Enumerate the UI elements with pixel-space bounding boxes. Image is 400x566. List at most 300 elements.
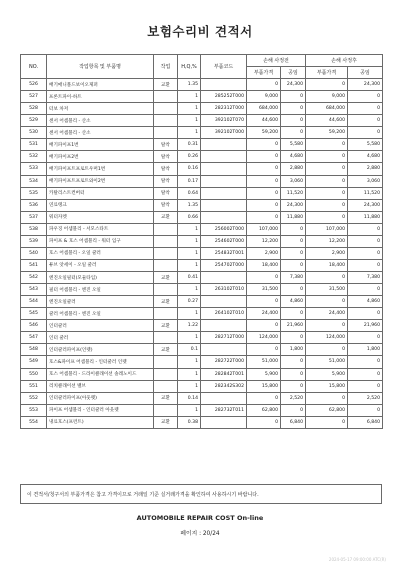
cell-hqty: 0.17	[178, 175, 201, 187]
cell-item: 쿨러 어셈블리 - 엔진 오일	[47, 308, 154, 320]
cell-before-labor: 0	[281, 368, 306, 380]
cell-no: 538	[21, 223, 47, 235]
cell-work: 교환	[154, 392, 178, 404]
cell-work: 탈착	[154, 163, 178, 175]
cell-no: 549	[21, 356, 47, 368]
cell-item: 파이프 어셈블리 - 인터쿨러 아웃렛	[47, 404, 154, 416]
cell-after-labor: 0	[348, 368, 383, 380]
cell-after-labor: 0	[348, 235, 383, 247]
cell-before-labor: 6,840	[281, 416, 306, 428]
page-number: 페이지 : 20/24	[180, 531, 220, 537]
cell-after-parts: 12,200	[306, 235, 348, 247]
cell-before-labor: 0	[281, 380, 306, 392]
cell-before-parts: 0	[247, 175, 281, 187]
cell-after-labor: 0	[348, 404, 383, 416]
cell-work	[154, 332, 178, 344]
cell-before-labor: 0	[281, 103, 306, 115]
table-row	[21, 199, 383, 211]
table-row	[21, 79, 383, 91]
cell-after-labor: 0	[348, 127, 383, 139]
cell-before-labor: 0	[281, 308, 306, 320]
cell-before-labor: 11,520	[281, 187, 306, 199]
cell-hqty: 1	[178, 308, 201, 320]
cell-item: 연료탱크	[47, 199, 154, 211]
cell-hqty: 1	[178, 332, 201, 344]
cell-hqty: 0.26	[178, 151, 201, 163]
cell-before-parts: 59,200	[247, 127, 281, 139]
cell-work	[154, 223, 178, 235]
cell-no: 539	[21, 235, 47, 247]
cell-after-labor: 0	[348, 259, 383, 271]
table-row	[21, 247, 383, 259]
cell-before-parts: 0	[247, 163, 281, 175]
cell-hqty: 1	[178, 247, 201, 259]
table-row	[21, 163, 383, 175]
cell-work	[154, 259, 178, 271]
cell-no: 526	[21, 79, 47, 91]
cell-before-labor: 0	[281, 247, 306, 259]
cell-work: 교환	[154, 344, 178, 356]
cell-no: 552	[21, 392, 47, 404]
cell-before-labor: 4,860	[281, 296, 306, 308]
cell-code: 392102T000	[201, 127, 247, 139]
cell-no: 554	[21, 416, 47, 428]
cell-code: 264102T010	[201, 308, 247, 320]
cell-code: 282342S302	[201, 380, 247, 392]
table-row	[21, 211, 383, 223]
cell-code	[201, 151, 247, 163]
cell-item: 배기파이프트프로트우머1번	[47, 163, 154, 175]
cell-after-labor: 0	[348, 332, 383, 344]
cell-item: 인터쿨러파이프(인렛)	[47, 344, 154, 356]
cell-hqty: 1	[178, 223, 201, 235]
table-row	[21, 259, 383, 271]
cell-no: 551	[21, 380, 47, 392]
cell-item: 파우징 어셈블리 - 서모스타트	[47, 223, 154, 235]
cell-work	[154, 91, 178, 103]
cell-before-labor: 0	[281, 259, 306, 271]
cell-before-parts: 0	[247, 79, 281, 91]
cell-after-parts: 684,000	[306, 103, 348, 115]
cell-work: 교환	[154, 272, 178, 284]
cell-item: 배기파이프트프로트와이2번	[47, 175, 154, 187]
cell-no: 534	[21, 175, 47, 187]
cell-work	[154, 284, 178, 296]
cell-work	[154, 308, 178, 320]
header-hqty: H,Q,%	[178, 55, 201, 79]
table-row	[21, 320, 383, 332]
cell-after-labor: 4,680	[348, 151, 383, 163]
cell-after-parts: 0	[306, 199, 348, 211]
cell-code: 282712T000	[201, 332, 247, 344]
cell-hqty: 1	[178, 103, 201, 115]
cell-code	[201, 416, 247, 428]
cell-work: 교환	[154, 211, 178, 223]
cell-code: 285252T000	[201, 91, 247, 103]
cell-item: 카탈리스트컨버터	[47, 187, 154, 199]
table-row	[21, 175, 383, 187]
cell-after-labor: 4,860	[348, 296, 383, 308]
cell-code: 282722T000	[201, 356, 247, 368]
cell-item: 엔진오일필터(모듈타입)	[47, 272, 154, 284]
footer-title: AUTOMOBILE REPAIR COST On-line	[136, 514, 264, 522]
cell-no: 530	[21, 127, 47, 139]
cell-after-parts: 0	[306, 187, 348, 199]
cell-item: 인터 쿨러	[47, 332, 154, 344]
cell-before-parts: 2,900	[247, 247, 281, 259]
table-row	[21, 356, 383, 368]
header-before-parts-price: 부품가격	[247, 67, 281, 79]
cell-before-parts: 44,600	[247, 115, 281, 127]
table-row	[21, 139, 383, 151]
cell-code: 282732T011	[201, 404, 247, 416]
cell-before-parts: 124,000	[247, 332, 281, 344]
table-row	[21, 187, 383, 199]
cell-before-parts: 0	[247, 187, 281, 199]
cell-after-labor: 24,300	[348, 79, 383, 91]
cell-work: 탈착	[154, 151, 178, 163]
cell-work	[154, 368, 178, 380]
cell-code	[201, 211, 247, 223]
cell-after-labor: 2,880	[348, 163, 383, 175]
cell-hqty: 1.35	[178, 79, 201, 91]
cell-after-labor: 0	[348, 91, 383, 103]
cell-before-parts: 12,200	[247, 235, 281, 247]
cell-before-parts: 0	[247, 344, 281, 356]
cell-after-labor: 1,800	[348, 344, 383, 356]
cell-item: 리치클래이션 밸브	[47, 380, 154, 392]
cell-before-labor: 0	[281, 356, 306, 368]
cell-after-parts: 0	[306, 175, 348, 187]
cell-no: 541	[21, 259, 47, 271]
cell-hqty: 1	[178, 91, 201, 103]
cell-code	[201, 320, 247, 332]
cell-code: 392102T070	[201, 115, 247, 127]
table-row	[21, 368, 383, 380]
cell-before-parts: 0	[247, 211, 281, 223]
table-row	[21, 296, 383, 308]
cell-after-labor: 11,520	[348, 187, 383, 199]
table-row	[21, 127, 383, 139]
cell-hqty: 0.27	[178, 296, 201, 308]
cell-after-parts: 0	[306, 392, 348, 404]
cell-item: 센서 어셈블리 - 산소	[47, 127, 154, 139]
cell-no: 550	[21, 368, 47, 380]
cell-code	[201, 344, 247, 356]
cell-before-parts: 107,000	[247, 223, 281, 235]
cell-hqty: 1	[178, 259, 201, 271]
cell-after-labor: 0	[348, 115, 383, 127]
cell-hqty: 0.64	[178, 187, 201, 199]
cell-no: 548	[21, 344, 47, 356]
cell-after-labor: 7,380	[348, 272, 383, 284]
cell-before-parts: 0	[247, 296, 281, 308]
cell-after-parts: 124,000	[306, 332, 348, 344]
cell-no: 527	[21, 91, 47, 103]
cell-work	[154, 404, 178, 416]
table-row	[21, 223, 383, 235]
cell-code	[201, 139, 247, 151]
cell-no: 536	[21, 199, 47, 211]
cell-before-parts: 5,900	[247, 368, 281, 380]
cell-hqty: 0.14	[178, 392, 201, 404]
cell-after-labor: 0	[348, 380, 383, 392]
cell-no: 547	[21, 332, 47, 344]
cell-item: 냉료호스(프런트)	[47, 416, 154, 428]
cell-work	[154, 127, 178, 139]
cell-code	[201, 296, 247, 308]
table-row	[21, 272, 383, 284]
cell-no: 533	[21, 163, 47, 175]
table-row	[21, 308, 383, 320]
cell-item: 배기매니폴드보이오제퍼	[47, 79, 154, 91]
cell-code	[201, 392, 247, 404]
cell-no: 535	[21, 187, 47, 199]
page-title: 보험수리비 견적서	[147, 24, 253, 39]
header-after-parts-price: 부품가격	[306, 67, 348, 79]
cell-before-labor: 5,580	[281, 139, 306, 151]
cell-after-parts: 107,000	[306, 223, 348, 235]
cell-before-labor: 0	[281, 332, 306, 344]
estimate-table	[20, 54, 383, 429]
cell-code: 254602T000	[201, 235, 247, 247]
cell-work	[154, 115, 178, 127]
cell-before-labor: 11,880	[281, 211, 306, 223]
cell-item: 호스 어셈블리 - 드라이클래이션 솔레노이드	[47, 368, 154, 380]
cell-after-parts: 62,800	[306, 404, 348, 416]
header-item: 작업항목 및 부품명	[47, 55, 154, 79]
cell-after-labor: 0	[348, 247, 383, 259]
cell-before-parts: 9,000	[247, 91, 281, 103]
cell-before-labor: 1,800	[281, 344, 306, 356]
header-before-labor: 공임	[281, 67, 306, 79]
cell-hqty: 0.38	[178, 416, 201, 428]
cell-after-parts: 0	[306, 151, 348, 163]
cell-before-parts: 0	[247, 139, 281, 151]
cell-no: 532	[21, 151, 47, 163]
cell-after-parts: 0	[306, 272, 348, 284]
cell-after-parts: 59,200	[306, 127, 348, 139]
cell-code	[201, 272, 247, 284]
cell-hqty: 1	[178, 235, 201, 247]
cell-item: 인터쿨러	[47, 320, 154, 332]
table-row	[21, 91, 383, 103]
cell-work: 교환	[154, 320, 178, 332]
cell-item: 배기파이프2번	[47, 151, 154, 163]
table-row	[21, 151, 383, 163]
header-after-group: 손해 사정후	[306, 55, 383, 67]
header-after-labor: 공임	[348, 67, 383, 79]
table-row	[21, 392, 383, 404]
cell-code	[201, 163, 247, 175]
table-row	[21, 235, 383, 247]
cell-after-labor: 3,060	[348, 175, 383, 187]
cell-code: 263102T010	[201, 284, 247, 296]
cell-after-parts: 0	[306, 139, 348, 151]
header-no: NO.	[21, 55, 47, 79]
cell-before-labor: 7,380	[281, 272, 306, 284]
cell-after-parts: 44,600	[306, 115, 348, 127]
cell-before-parts: 684,000	[247, 103, 281, 115]
cell-after-parts: 18,400	[306, 259, 348, 271]
cell-item: 센서 어셈블리 - 산소	[47, 115, 154, 127]
cell-before-labor: 0	[281, 404, 306, 416]
cell-code: 256002T000	[201, 223, 247, 235]
table-row	[21, 416, 383, 428]
cell-after-parts: 2,900	[306, 247, 348, 259]
cell-hqty: 1	[178, 356, 201, 368]
cell-item: 프론트파이-하트	[47, 91, 154, 103]
cell-after-parts: 15,800	[306, 380, 348, 392]
cell-after-labor: 21,960	[348, 320, 383, 332]
cell-no: 546	[21, 320, 47, 332]
cell-before-labor: 24,300	[281, 79, 306, 91]
cell-work: 교환	[154, 79, 178, 91]
cell-work	[154, 247, 178, 259]
cell-work: 탈착	[154, 139, 178, 151]
cell-code	[201, 175, 247, 187]
cell-hqty: 0.41	[178, 272, 201, 284]
cell-before-parts: 18,400	[247, 259, 281, 271]
header-code: 부품코드	[201, 55, 247, 79]
cell-code: 282312T000	[201, 103, 247, 115]
cell-before-parts: 0	[247, 199, 281, 211]
cell-before-parts: 62,800	[247, 404, 281, 416]
cell-no: 545	[21, 308, 47, 320]
cell-before-parts: 51,000	[247, 356, 281, 368]
cell-item: 배기파이프1번	[47, 139, 154, 151]
cell-hqty: 1	[178, 284, 201, 296]
cell-no: 540	[21, 247, 47, 259]
cell-work	[154, 380, 178, 392]
cell-after-parts: 0	[306, 320, 348, 332]
cell-before-parts: 0	[247, 272, 281, 284]
cell-item: 필터 어셈블리 - 엔진 오일	[47, 284, 154, 296]
cell-work	[154, 103, 178, 115]
cell-after-parts: 31,500	[306, 284, 348, 296]
cell-work	[154, 235, 178, 247]
cell-code: 254832T001	[201, 247, 247, 259]
cell-after-parts: 0	[306, 344, 348, 356]
cell-before-parts: 24,400	[247, 308, 281, 320]
table-row	[21, 115, 383, 127]
header-before-group: 손해 사정전	[247, 55, 306, 67]
cell-no: 553	[21, 404, 47, 416]
cell-after-parts: 9,000	[306, 91, 348, 103]
cell-after-parts: 5,900	[306, 368, 348, 380]
cell-after-parts: 24,400	[306, 308, 348, 320]
cell-work: 교환	[154, 416, 178, 428]
cell-before-labor: 4,680	[281, 151, 306, 163]
cell-work: 탈착	[154, 175, 178, 187]
cell-item: 호스&파이프 어셈블리 - 인터쿨러 인렛	[47, 356, 154, 368]
cell-no: 528	[21, 103, 47, 115]
cell-hqty: 1	[178, 404, 201, 416]
print-stamp: 2024-05-17 09:00:00 ATC(R)	[328, 557, 386, 562]
cell-before-parts: 0	[247, 392, 281, 404]
cell-hqty: 1	[178, 127, 201, 139]
cell-before-labor: 0	[281, 223, 306, 235]
table-header	[21, 55, 383, 79]
cell-code	[201, 187, 247, 199]
cell-after-labor: 0	[348, 308, 383, 320]
table-row	[21, 380, 383, 392]
cell-code	[201, 79, 247, 91]
cell-after-labor: 24,300	[348, 199, 383, 211]
cell-item: 터보 차저	[47, 103, 154, 115]
cell-hqty: 0.31	[178, 139, 201, 151]
cell-before-labor: 0	[281, 91, 306, 103]
cell-item: 튜브 앗세이 - 오일 쿨러	[47, 259, 154, 271]
cell-hqty: 1	[178, 380, 201, 392]
cell-before-labor: 0	[281, 235, 306, 247]
cell-before-labor: 2,880	[281, 163, 306, 175]
cell-after-parts: 0	[306, 163, 348, 175]
table-row	[21, 332, 383, 344]
cell-work: 교환	[154, 296, 178, 308]
cell-before-parts: 0	[247, 416, 281, 428]
cell-before-labor: 0	[281, 115, 306, 127]
cell-before-parts: 15,800	[247, 380, 281, 392]
cell-no: 529	[21, 115, 47, 127]
cell-before-parts: 31,500	[247, 284, 281, 296]
cell-after-labor: 0	[348, 223, 383, 235]
cell-after-parts: 0	[306, 211, 348, 223]
cell-before-labor: 21,960	[281, 320, 306, 332]
header-work: 작업	[154, 55, 178, 79]
cell-item: 인터쿨러파이프(아웃렛)	[47, 392, 154, 404]
table-row	[21, 103, 383, 115]
cell-hqty: 1	[178, 368, 201, 380]
cell-no: 543	[21, 284, 47, 296]
cell-hqty: 0.66	[178, 211, 201, 223]
table-body	[21, 79, 383, 429]
table-row	[21, 284, 383, 296]
cell-before-labor: 3,060	[281, 175, 306, 187]
cell-after-labor: 5,580	[348, 139, 383, 151]
cell-code	[201, 199, 247, 211]
cell-hqty: 0.16	[178, 163, 201, 175]
cell-before-labor: 2,520	[281, 392, 306, 404]
cell-code: 282842T001	[201, 368, 247, 380]
cell-hqty: 1	[178, 115, 201, 127]
cell-after-parts: 0	[306, 79, 348, 91]
table-row	[21, 344, 383, 356]
cell-no: 542	[21, 272, 47, 284]
cell-hqty: 1.22	[178, 320, 201, 332]
cell-work: 탈착	[154, 199, 178, 211]
cell-after-parts: 51,000	[306, 356, 348, 368]
cell-work: 탈착	[154, 187, 178, 199]
cell-after-parts: 0	[306, 296, 348, 308]
cell-no: 537	[21, 211, 47, 223]
cell-after-labor: 0	[348, 356, 383, 368]
cell-no: 544	[21, 296, 47, 308]
table-row	[21, 404, 383, 416]
cell-before-labor: 0	[281, 127, 306, 139]
cell-hqty: 1.35	[178, 199, 201, 211]
cell-item: 호스 어셈블리 - 오일 쿨러	[47, 247, 154, 259]
cell-hqty: 0.1	[178, 344, 201, 356]
disclaimer-note: 이 견적서/청구서의 부품가격은 참고 가격이므로 거래일 기준 실거래가격을 확인하여 사용하시기 바랍니다.	[20, 484, 382, 504]
cell-before-labor: 0	[281, 284, 306, 296]
cell-after-labor: 0	[348, 103, 383, 115]
cell-before-labor: 24,300	[281, 199, 306, 211]
cell-after-labor: 6,840	[348, 416, 383, 428]
cell-item: 워터자켓	[47, 211, 154, 223]
cell-after-labor: 11,880	[348, 211, 383, 223]
cell-work	[154, 356, 178, 368]
